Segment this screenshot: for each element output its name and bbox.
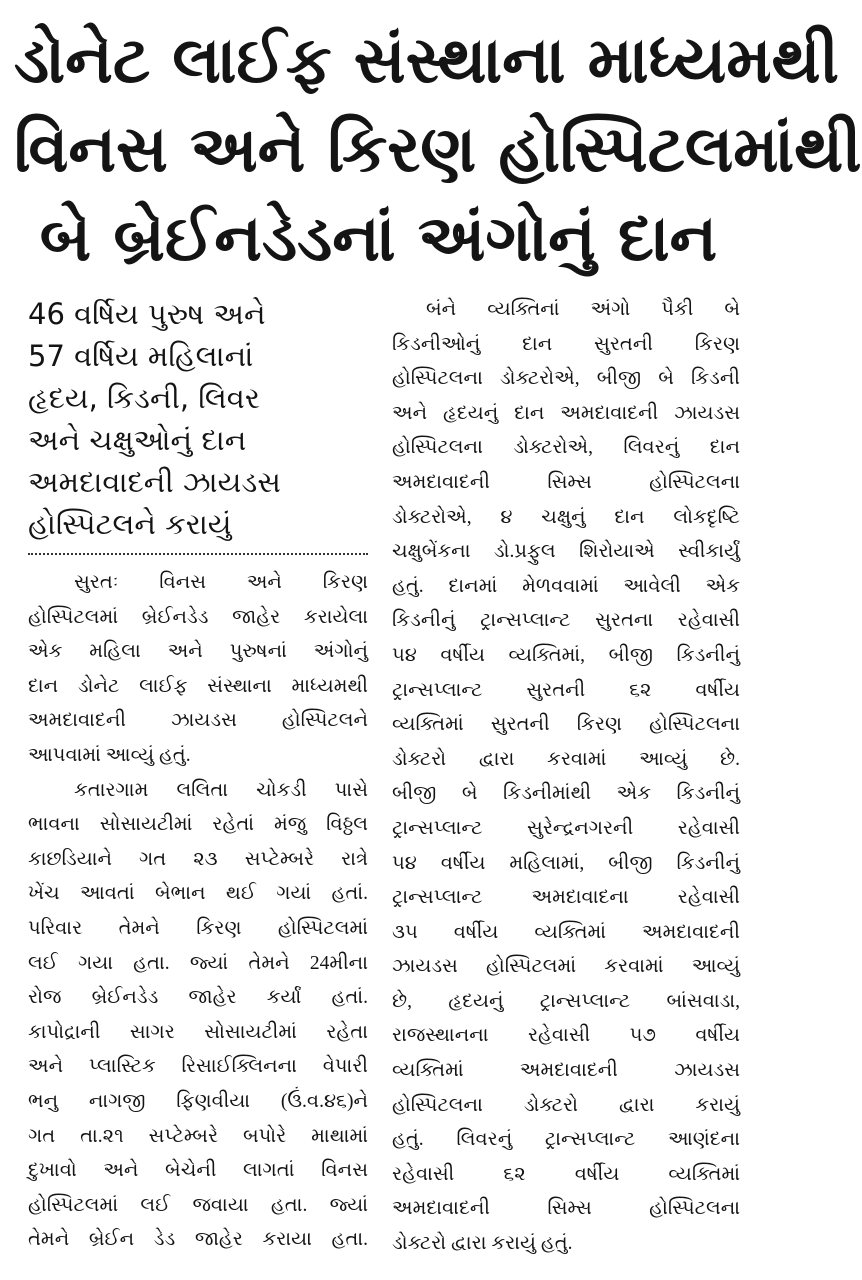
body-line: સુરતઃ વિનસ અને કિરણ [74, 572, 368, 593]
body-line: બંને વ્યક્તિનાં અંગો પૈકી બે [426, 299, 740, 320]
body-line: હોસ્પિટલના ડોક્ટરો દ્વારા કરાયું [392, 1094, 740, 1116]
body-line: રાજસ્થાનના રહેવાસી ૫૭ વર્ષીય [392, 1025, 740, 1047]
body-line: ચક્ષુબેંકના ડો.પ્રફુલ શિરોયાએ સ્વીકાર્યું [392, 541, 740, 563]
body-line: બીજી બે કિડનીમાંથી એક કિડનીનું [392, 783, 740, 805]
body-line: ગત તા.૨૧ સપ્ટેમ્બરે બપોરે માથામાં [28, 1125, 368, 1147]
subheadline-line: 57 વર્ષિય મહિલાનાં [28, 339, 254, 373]
body-line: હોસ્પિટલમાં બ્રેઈનડેડ જાહેર કરાયેલા [28, 606, 368, 628]
body-line: પરિવાર તેમને કિરણ હોસ્પિટલમાં [28, 917, 368, 939]
body-line: રહેવાસી ૬૨ વર્ષીય વ્યક્તિમાં [392, 1163, 740, 1185]
body-line: ૫૪ વર્ષીય મહિલામાં, બીજી કિડનીનું [392, 852, 740, 874]
body-line: ઝાયડસ હોસ્પિટલમાં કરવામાં આવ્યું [392, 956, 740, 978]
body-line: ખેંચ આવતાં બેભાન થઈ ગયાં હતાં. [28, 883, 368, 905]
body-line: કતારગામ લલિતા ચોકડી પાસે [74, 779, 368, 801]
body-line: અને હૃદયનું દાન અમદાવાદની ઝાયડસ [392, 402, 740, 424]
body-line: અમદાવાદની સિમ્સ હોસ્પિટલના [392, 471, 740, 493]
column-left [28, 293, 368, 1258]
subheadline-divider [28, 553, 368, 555]
column-right [392, 293, 740, 1262]
body-line: આપવામાં આવ્યું હતું. [28, 744, 191, 766]
body-line: ભનુ નાગજી ફિણવીયા (ઉં.વ.૪૬)ને [28, 1090, 368, 1112]
body-line: હતું. દાનમાં મેળવવામાં આવેલી એક [392, 575, 740, 597]
body-line: ટ્રાન્સપ્લાન્ટ સુરેન્દ્રનગરની રહેવાસી [392, 817, 740, 839]
subheadline-line: અમદાવાદની ઝાયડસ [28, 465, 281, 499]
body-line: વ્યક્તિમાં અમદાવાદની ઝાયડસ [392, 1060, 740, 1082]
body-line: એક મહિલા અને પુરુષનાં અંગોનું [28, 641, 368, 663]
body-line: દુખાવો અને બેચેની લાગતાં વિનસ [28, 1160, 368, 1182]
body-left [28, 566, 368, 1258]
body-line: કિડનીઓનું દાન સુરતની કિરણ [392, 333, 740, 355]
body-line: ડોક્ટરો દ્વારા કરવામાં આવ્યું છે. [392, 748, 740, 770]
subheadline [28, 293, 368, 545]
body-line: ટ્રાન્સપ્લાન્ટ સુરતની ૬૨ વર્ષીય [392, 679, 740, 701]
body-line: તેમને બ્રેઈન ડેડ જાહેર કરાયા હતા. [28, 1229, 368, 1251]
body-line: કાપોદ્રાની સાગર સોસાયટીમાં રહેતા [28, 1021, 368, 1043]
body-line: લઈ ગયા હતા. જ્યાં તેમને 24મીના [28, 952, 368, 974]
headline-line: વિનસ અને કિરણ હોસ્પિટલમાંથી [14, 113, 862, 187]
body-line: ૫૪ વર્ષીય વ્યક્તિમાં, બીજી કિડનીનું [392, 644, 740, 666]
subheadline-line: હૃદય, કિડની, લિવર [28, 381, 260, 415]
body-line: છે, હૃદયનું ટ્રાન્સપ્લાન્ટ બાંસવાડા, [392, 990, 740, 1012]
headline-line: ડોનેટ લાઈફ સંસ્થાના માધ્યમથી [14, 24, 839, 98]
subheadline-line: 46 વર્ષિય પુરુષ અને [28, 297, 266, 331]
body-line: રોજ બ્રેઈનડેડ જાહેર કર્યાં હતાં. [28, 987, 368, 1009]
body-line: કાછડિયાને ગત ૨૩ સપ્ટેમ્બરે રાત્રે [28, 848, 368, 870]
body-right [392, 293, 740, 1262]
body-line: હોસ્પિટલમાં લઈ જવાયા હતા. જ્યાં [28, 1194, 368, 1216]
body-line: દાન ડોનેટ લાઈફ સંસ્થાના માધ્યમથી [28, 675, 368, 697]
body-line: હતું. લિવરનું ટ્રાન્સપ્લાન્ટ આણંદના [392, 1129, 740, 1151]
body-line: ડોક્ટરોએ, ૪ ચક્ષુનું દાન લોકદૃષ્ટિ [392, 506, 740, 528]
subheadline-line: હોસ્પિટલને કરાયું [28, 507, 232, 541]
body-line: ડોક્ટરો દ્વારા કરાયું હતું. [392, 1233, 573, 1255]
body-line: વ્યક્તિમાં સુરતની કિરણ હોસ્પિટલના [392, 714, 740, 736]
body-line: ભાવના સોસાયટીમાં રહેતાં મંજુ વિઠ્ઠલ [28, 814, 368, 836]
body-line: અમદાવાદની સિમ્સ હોસ્પિટલના [392, 1198, 740, 1220]
body-line: કિડનીનું ટ્રાન્સપ્લાન્ટ સુરતના રહેવાસી [392, 610, 740, 632]
body-line: અને પ્લાસ્ટિક રિસાઈક્લિનના વેપારી [28, 1056, 368, 1078]
headline [14, 17, 862, 284]
body-line: હોસ્પિટલના ડોક્ટરોએ, બીજી બે કિડની [392, 368, 740, 390]
subheadline-line: અને ચક્ષુઓનું દાન [28, 423, 247, 457]
body-line: ૩૫ વર્ષીય વ્યક્તિમાં અમદાવાદની [392, 921, 740, 943]
body-line: ટ્રાન્સપ્લાન્ટ અમદાવાદના રહેવાસી [392, 887, 740, 909]
body-line: અમદાવાદની ઝાયડસ હોસ્પિટલને [28, 710, 368, 732]
headline-line: બે બ્રેઈનડેડનાં અંગોનું દાન [39, 202, 718, 276]
body-line: હોસ્પિટલના ડોક્ટરોએ, લિવરનું દાન [392, 437, 740, 459]
